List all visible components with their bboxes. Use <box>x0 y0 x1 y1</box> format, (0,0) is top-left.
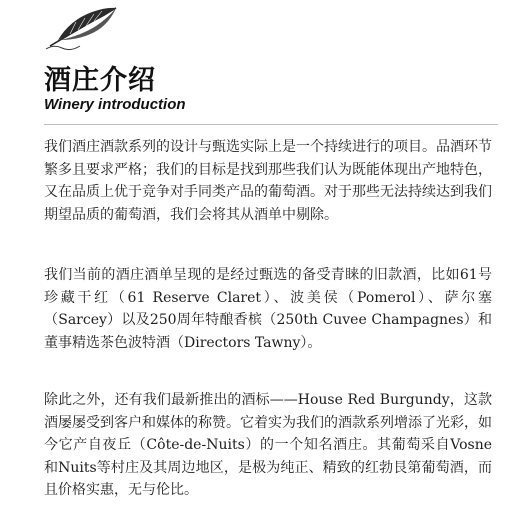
page-subtitle: Winery introduction <box>44 96 186 113</box>
intro-paragraph-3: 除此之外，还有我们最新推出的酒标——House Red Burgundy，这款酒屡屡受到客户和媒体的称赞。它着实为我们的酒款系列增添了光彩，如今它产自夜丘（Côte-de-Nuits）的一个知名酒庄。其葡萄采自Vosne和Nuits等村庄及其周边地区，是极为纯正、精致的红勃艮第葡萄酒，而且价格实惠，无与伦比。 <box>44 392 492 498</box>
feather-quill-icon <box>40 2 120 52</box>
intro-paragraph-2: 我们当前的酒庄酒单呈现的是经过甄选的备受青睐的旧款酒，比如61号珍藏干红（61 Reserve Claret）、波美侯（Pomerol）、萨尔塞（Sarcey）以及250周年特酿香槟（250th Cuvee Champagnes）和董事精选茶色波特酒（Directors Tawny）。 <box>44 267 492 351</box>
page-title: 酒庄介绍 <box>44 65 156 96</box>
divider <box>44 124 498 125</box>
intro-paragraph-1: 我们酒庄酒款系列的设计与甄选实际上是一个持续进行的项目。品酒环节繁多且要求严格；我们的目标是找到那些我们认为既能体现出产地特色，又在品质上优于竞争对手同类产品的葡萄酒。对于那些无法持续达到我们期望品质的葡萄酒，我们会将其从酒单中剔除。 <box>44 139 492 223</box>
